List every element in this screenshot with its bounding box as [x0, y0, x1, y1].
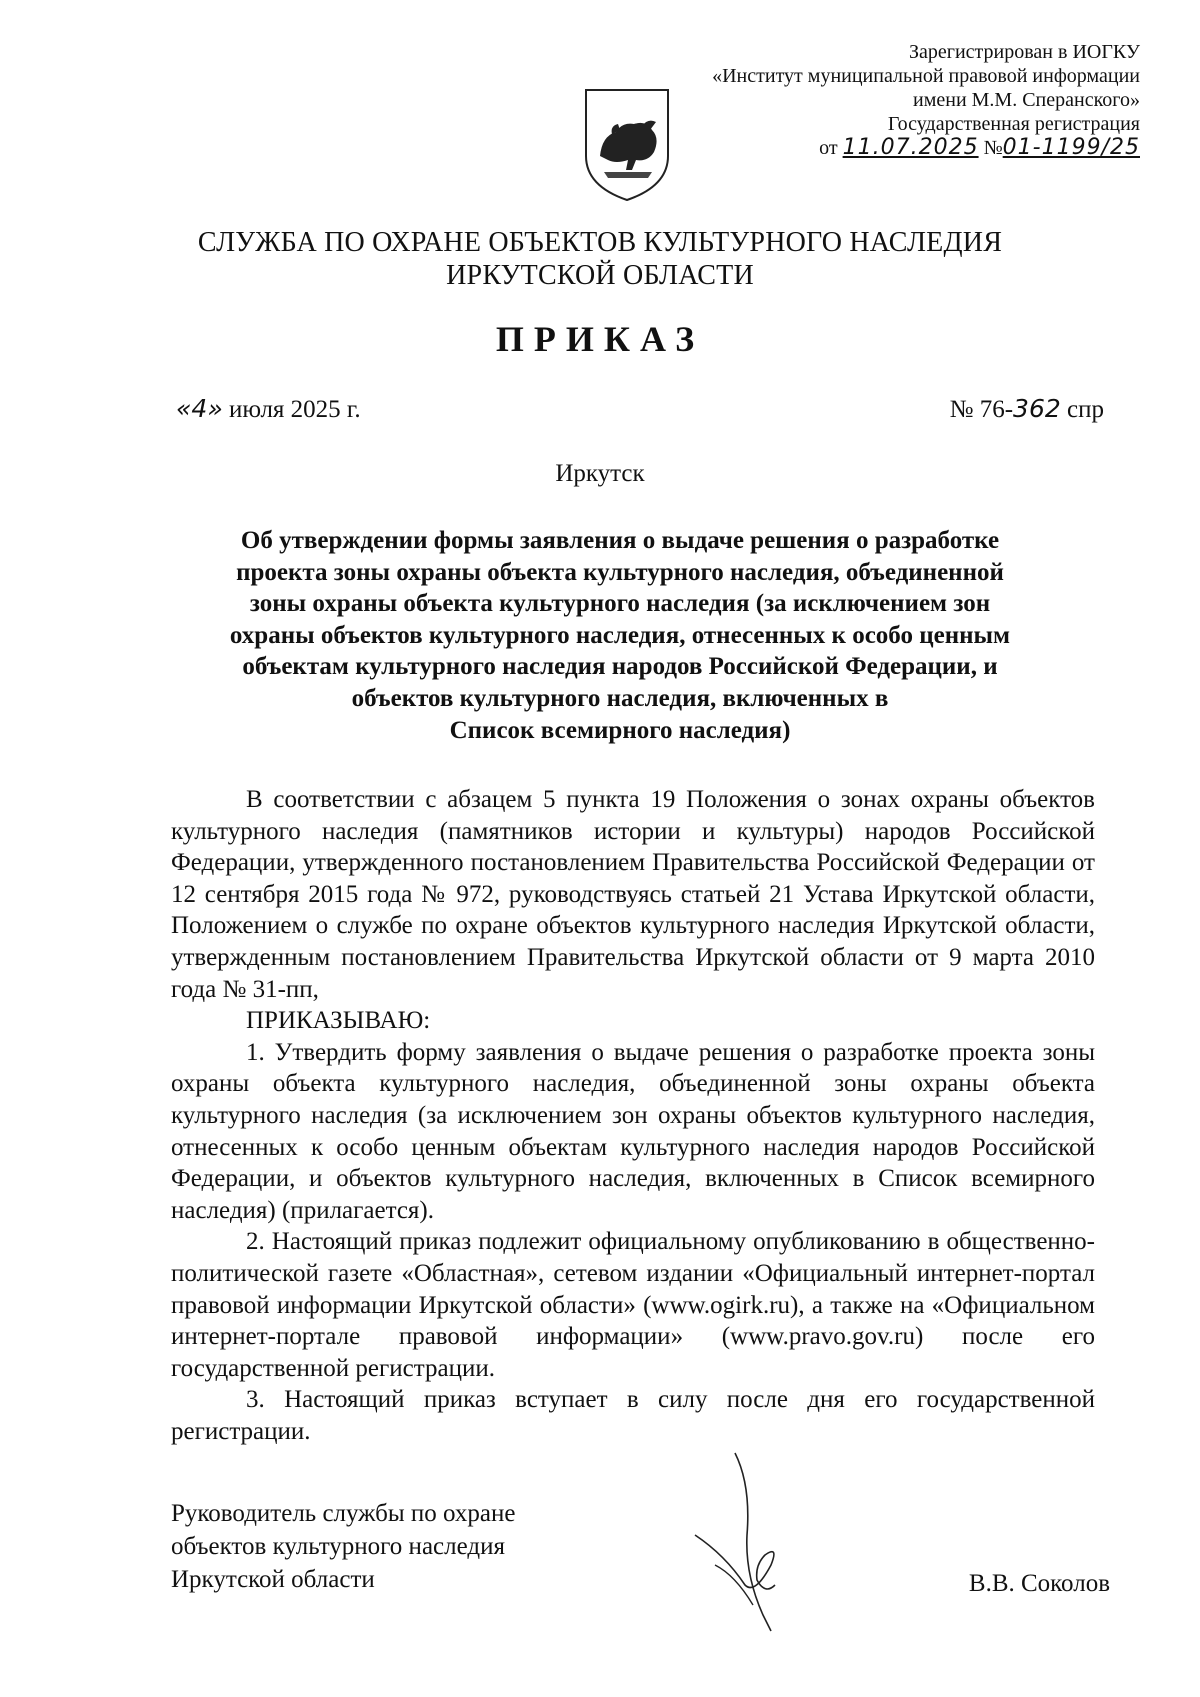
document-day: «4»	[176, 394, 223, 423]
organization-line: СЛУЖБА ПО ОХРАНЕ ОБЪЕКТОВ КУЛЬТУРНОГО НАСЛЕДИЯ	[197, 227, 1003, 258]
subject-line: охраны объектов культурного наследия, отнесенных к особо ценным	[229, 621, 1011, 649]
signatory-position-line: объектов культурного наследия	[171, 1533, 505, 1560]
signatory-position-line: Руководитель службы по охране	[171, 1500, 516, 1527]
subject-line: Список всемирного наследия)	[449, 716, 791, 744]
document-body	[171, 784, 1095, 1447]
subject-line: объектов культурного наследия, включенных в	[351, 684, 889, 712]
document-city: Иркутск	[555, 460, 645, 487]
date-number-row	[176, 394, 1104, 424]
subject-line: зоны охраны объекта культурного наследия (за исключением зон	[249, 590, 991, 618]
body-order-word: ПРИКАЗЫВАЮ:	[246, 1007, 431, 1035]
registration-line: «Институт муниципальной правовой информации	[712, 65, 1140, 87]
body-item-3: 3. Настоящий приказ вступает в силу после дня его государственной регистрации.	[171, 1386, 1095, 1445]
body-preamble: В соответствии с абзацем 5 пункта 19 Положения о зонах охраны объектов культурного наследия (памятников истории и культуры) народов Российской Федерации, утвержденного постановлением Правительства Российской Федерации от 12 сентября 2015 года № 972, руководствуясь статьей 21 Устава Иркутской области, Положением о службе по охране объектов культурного наследия Иркутской области, утвержденным постановлением Правительства Иркутской области от 9 марта 2010 года № 31-пп,	[171, 786, 1095, 1003]
registration-date: 11.07.2025	[842, 135, 979, 160]
body-item-1: 1. Утвердить форму заявления о выдаче решения о разработке проекта зоны охраны объекта культурного наследия, объединенной зоны охраны объекта культурного наследия (за исключением зон охраны объектов культурного наследия, отнесенных к особо ценным объектам культурного наследия народов Российской Федерации, и объектов культурного наследия, включенных в Список всемирного наследия) (прилагается).	[171, 1038, 1095, 1224]
organization-line: ИРКУТСКОЙ ОБЛАСТИ	[446, 260, 754, 291]
subject-line: Об утверждении формы заявления о выдаче решения о разработке	[240, 527, 1000, 554]
registration-number-prefix: №	[983, 137, 1003, 159]
document-number-handwritten: 362	[1013, 394, 1061, 423]
document-type-title: ПРИКАЗ	[495, 319, 705, 359]
organization-name	[0, 226, 1200, 292]
document-month-year: июля 2025 г.	[229, 396, 361, 423]
document-date	[176, 394, 361, 424]
handwritten-signature	[675, 1445, 835, 1635]
signatory-position-line: Иркутской области	[171, 1566, 375, 1593]
coat-of-arms-irkutsk-icon	[582, 86, 672, 204]
registration-prefix: от	[819, 137, 838, 159]
subject-line: объектам культурного наследия народов Российской Федерации, и	[242, 653, 998, 681]
registration-stamp	[620, 40, 1140, 160]
registration-number: 01-1199/25	[1002, 135, 1140, 160]
body-item-2: 2. Настоящий приказ подлежит официальному опубликованию в общественно-политической газете «Областная», сетевом издании «Официальный интернет-портал правовой информации Иркутской области» (www.ogirk.ru), а также на «Официальном интернет-портале правовой информации» (www.pravo.gov.ru) после его государственной регистрации.	[171, 1228, 1095, 1382]
document-subject	[160, 525, 1080, 746]
signatory-name: В.В. Соколов	[968, 1570, 1110, 1597]
registration-line: имени М.М. Сперанского»	[913, 89, 1140, 111]
document-number-suffix: спр	[1067, 396, 1104, 423]
registration-date-line	[620, 136, 1140, 160]
registration-line: Государственная регистрация	[887, 113, 1140, 135]
signatory-position	[171, 1497, 515, 1596]
document-number	[950, 394, 1104, 424]
document-number-prefix: № 76-	[949, 396, 1014, 423]
subject-line: проекта зоны охраны объекта культурного наследия, объединенной	[236, 558, 1004, 586]
registration-line: Зарегистрирован в ИОГКУ	[909, 41, 1140, 63]
